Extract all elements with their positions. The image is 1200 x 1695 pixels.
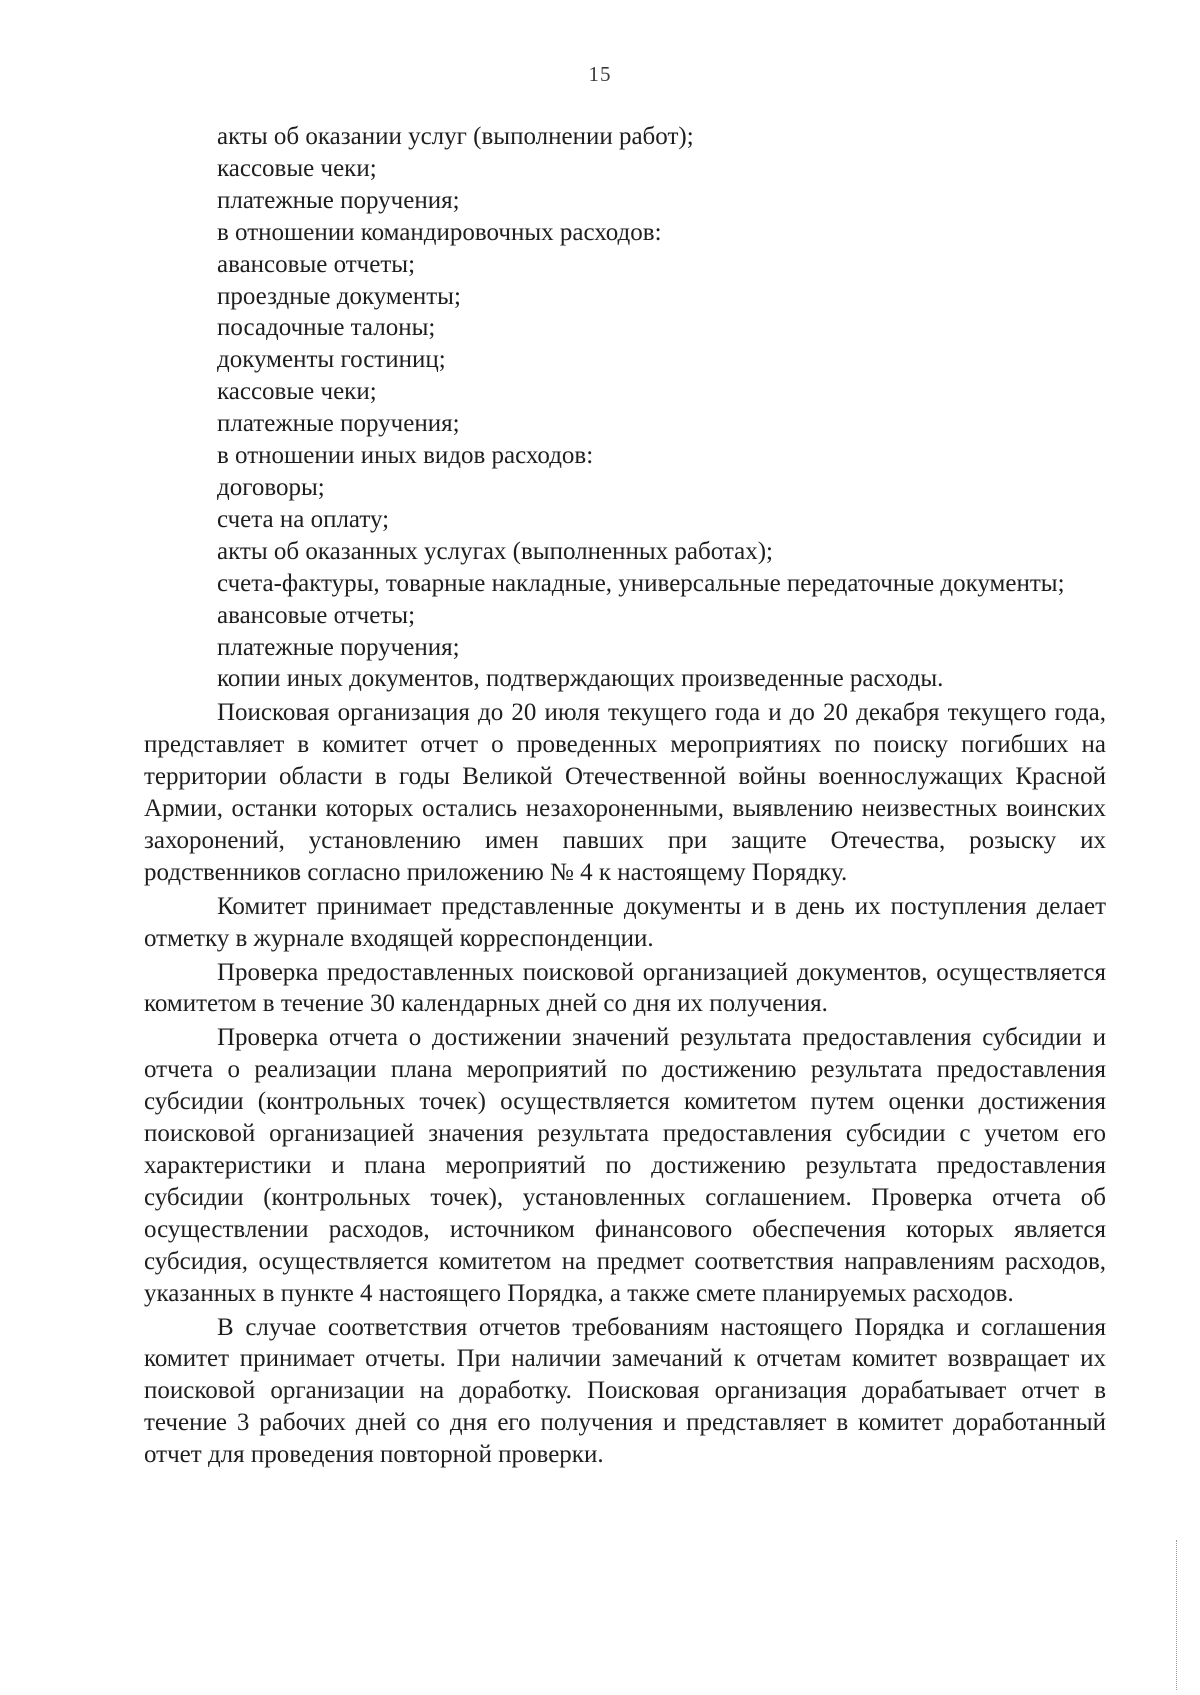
paragraph-document-check: Проверка предоставленных поисковой организацией документов, осуществляется комитетом в течение 30 календарных дней со дня их получения. [144, 958, 1106, 1018]
list-item: авансовые отчеты; [217, 601, 416, 629]
list-item: документы гостиниц; [217, 346, 446, 374]
list-item: кассовые чеки; [217, 378, 377, 406]
list-item: копии иных документов, подтверждающих произведенные расходы. [217, 665, 944, 693]
document-list [144, 121, 1106, 695]
paragraph-report-verification: Проверка отчета о достижении значений результата предоставления субсидии и отчета о реализации плана мероприятий по достижению результата предоставления субсидии (контрольных точек) осуществляется комитетом путем оценки достижения поисковой организацией значения результата предоставления субсидии с учетом его характеристики и плана мероприятий по достижению результата предоставления субсидии (контрольных точек), установленных соглашением. Проверка отчета об осуществлении расходов, источником финансового обеспечения которых является субсидия, осуществляется комитетом на предмет соответствия направлениям расходов, указанных в пункте 4 настоящего Порядка, а также смете планируемых расходов. [144, 1024, 1106, 1307]
list-item: платежные поручения; [217, 186, 460, 214]
list-item: авансовые отчеты; [217, 250, 416, 278]
list-item: кассовые чеки; [217, 154, 377, 182]
scan-edge-mark [1176, 1540, 1178, 1690]
list-item: проездные документы; [217, 282, 461, 310]
list-item: счета на оплату; [217, 505, 390, 533]
list-item: акты об оказании услуг (выполнении работ); [217, 123, 694, 150]
list-item: посадочные талоны; [217, 314, 436, 342]
list-item: договоры; [217, 473, 325, 501]
list-item: платежные поручения; [217, 410, 460, 438]
paragraph-document-acceptance: Комитет принимает представленные документы и в день их поступления делает отметку в журнале входящей корреспонденции. [144, 892, 1106, 952]
document-paragraphs [144, 697, 1106, 1471]
page-number: 15 [588, 62, 612, 86]
document-body [144, 121, 1106, 1471]
list-item: в отношении командировочных расходов: [217, 218, 662, 246]
list-item: платежные поручения; [217, 633, 460, 661]
paragraph-report-acceptance: В случае соответствия отчетов требованиям настоящего Порядка и соглашения комитет принимает отчеты. При наличии замечаний к отчетам комитет возвращает их поисковой организации на доработку. Поисковая организация дорабатывает отчет в течение 3 рабочих дней со дня его получения и представляет в комитет доработанный отчет для проведения повторной проверки. [144, 1313, 1106, 1469]
list-item: счета-фактуры, товарные накладные, универсальные передаточные документы; [217, 569, 1065, 597]
paragraph-report-submission: Поисковая организация до 20 июля текущего года и до 20 декабря текущего года, представляет в комитет отчет о проведенных мероприятиях по поиску погибших на территории области в годы Великой Отечественной войны военнослужащих Красной Армии, останки которых остались незахороненными, выявлению неизвестных воинских захоронений, установлению имен павших при защите Отечества, розыску их родственников согласно приложению № 4 к настоящему Порядку. [144, 699, 1106, 886]
list-item: акты об оказанных услугах (выполненных работах); [217, 537, 773, 565]
list-item: в отношении иных видов расходов: [217, 442, 594, 470]
